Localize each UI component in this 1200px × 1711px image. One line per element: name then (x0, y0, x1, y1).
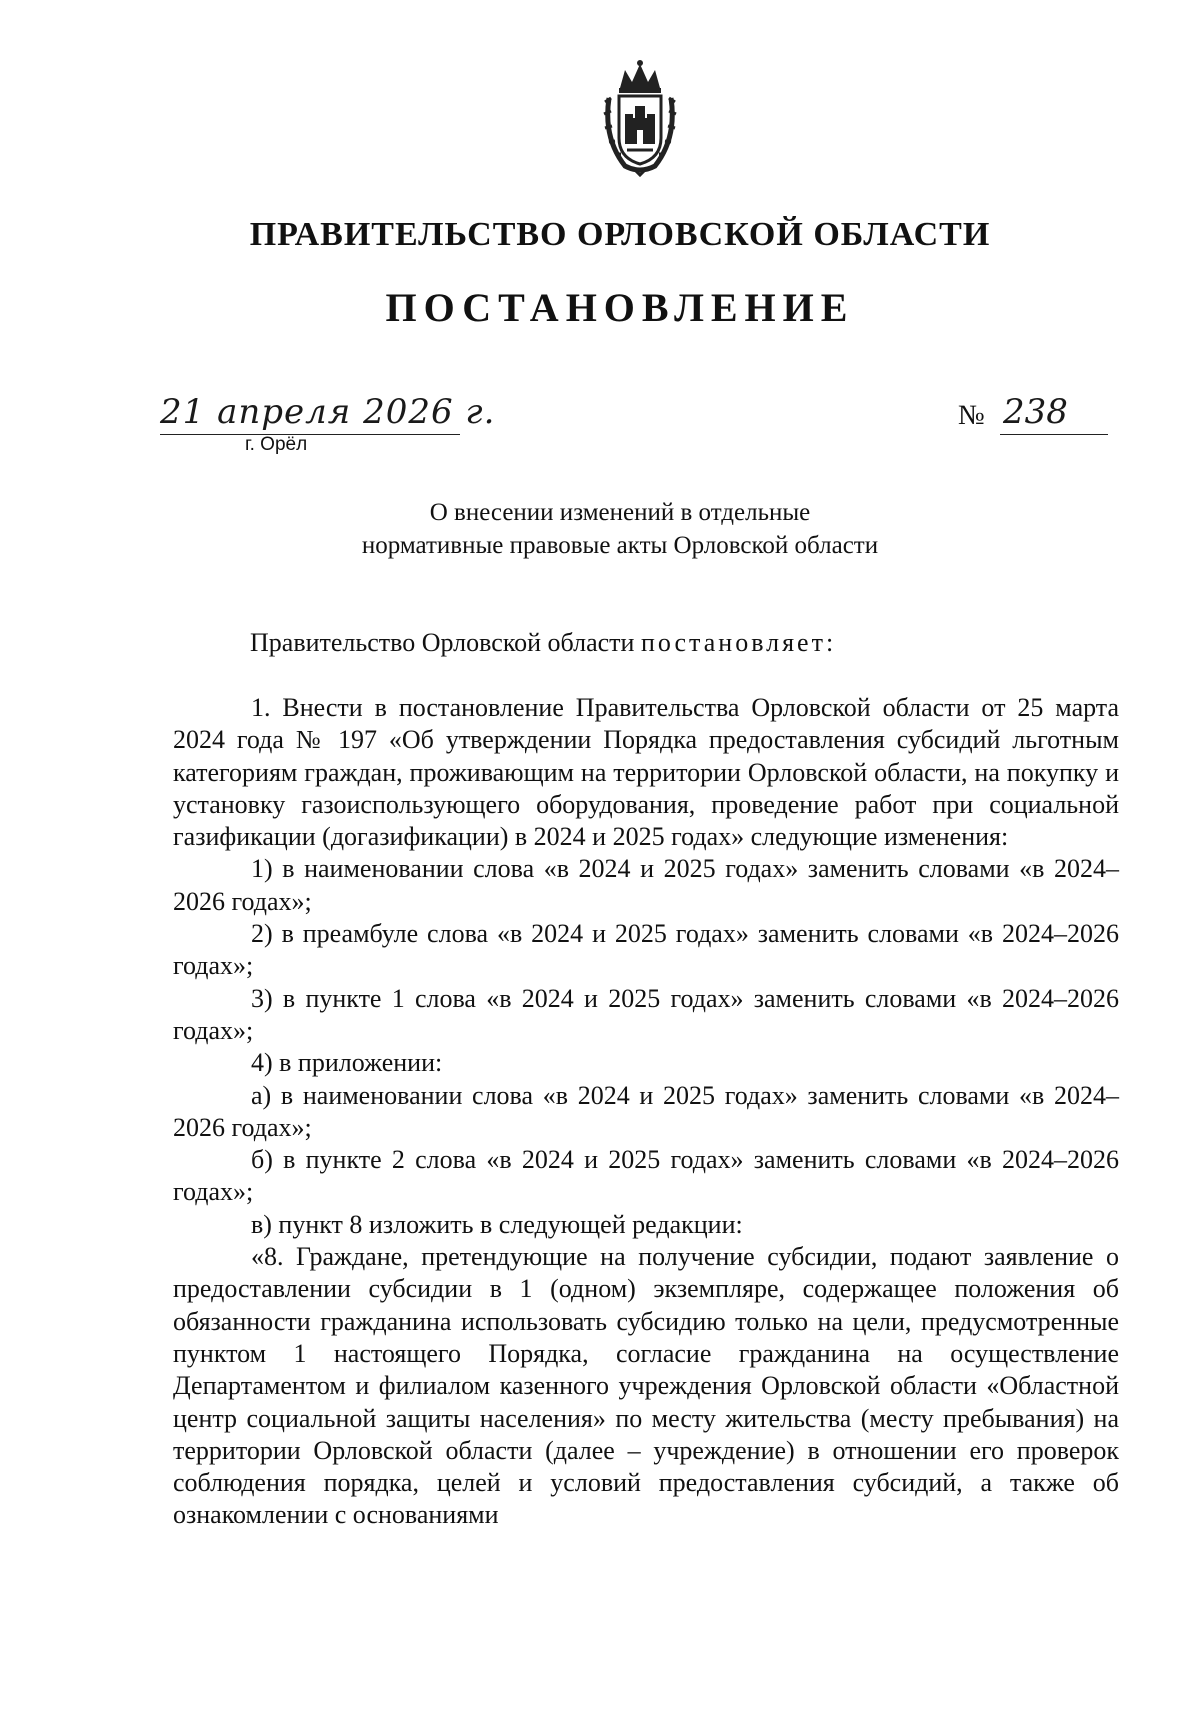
document-type-title: ПОСТАНОВЛЕНИЕ (385, 285, 855, 330)
document-number-field (958, 392, 1108, 442)
subject-line-2: нормативные правовые акты Орловской области (361, 532, 879, 559)
paragraph-item-1: 1) в наименовании слова «в 2024 и 2025 годах» заменить словами «в 2024–2026 годах»; (173, 854, 1119, 916)
subject-line-1: О внесении изменений в отдельные (429, 499, 811, 526)
document-body (173, 692, 1119, 1532)
paragraph-item-2: 2) в преамбуле слова «в 2024 и 2025 годах» заменить словами «в 2024–2026 годах»; (173, 919, 1119, 981)
paragraph-1: 1. Внести в постановление Правительства Орловской области от 25 марта 2024 года № 197 «Об утверждении Порядка предоставления субсидий льготным категориям граждан, проживающим на территории Орловской области, на покупку и установку газоиспользующего оборудования, проведение работ при социальной газификации (догазификации) в 2024 и 2025 годах» следующие изменения: (173, 693, 1119, 852)
paragraph-item-4: 4) в приложении: (251, 1048, 443, 1078)
city-label: г. Орёл (245, 434, 308, 455)
number-underline (1000, 434, 1108, 435)
number-sign: № (958, 400, 985, 431)
preamble-text: Правительство Орловской области (250, 628, 641, 657)
paragraph-subitem-a: а) в наименовании слова «в 2024 и 2025 годах» заменить словами «в 2024–2026 годах»; (173, 1080, 1119, 1142)
paragraph-subitem-v: в) пункт 8 изложить в следующей редакции: (251, 1209, 743, 1239)
date-underline (160, 434, 460, 435)
handwritten-date: 21 апреля 2026 г. (160, 392, 496, 432)
orel-oblast-coat-of-arms-icon (595, 58, 685, 178)
date-field (160, 392, 496, 452)
handwritten-number: 238 (1003, 392, 1068, 432)
paragraph-item-3: 3) в пункте 1 слова «в 2024 и 2025 годах» заменить словами «в 2024–2026 годах»; (173, 983, 1119, 1045)
preamble (250, 628, 836, 658)
paragraph-subitem-b: б) в пункте 2 слова «в 2024 и 2025 годах» заменить словами «в 2024–2026 годах»; (173, 1145, 1119, 1207)
document-subject (0, 496, 1200, 562)
preamble-verb: постановляет: (640, 628, 837, 657)
government-title: ПРАВИТЕЛЬСТВО ОРЛОВСКОЙ ОБЛАСТИ (249, 216, 991, 253)
paragraph-point-8: «8. Граждане, претендующие на получение субсидии, подают заявление о предоставлении субсидии в 1 (одном) экземпляре, содержащее положения об обязанности гражданина использовать субсидию только на цели, предусмотренные пунктом 1 настоящего Порядка, согласие гражданина на осуществление Департаментом и филиалом казенного учреждения Орловской области «Областной центр социальной защиты населения» по месту жительства (месту пребывания) на территории Орловской области (далее – учреждение) в отношении его проверок соблюдения порядка, целей и условий предоставления субсидий, а также об ознакомлении с основаниями (173, 1242, 1119, 1530)
